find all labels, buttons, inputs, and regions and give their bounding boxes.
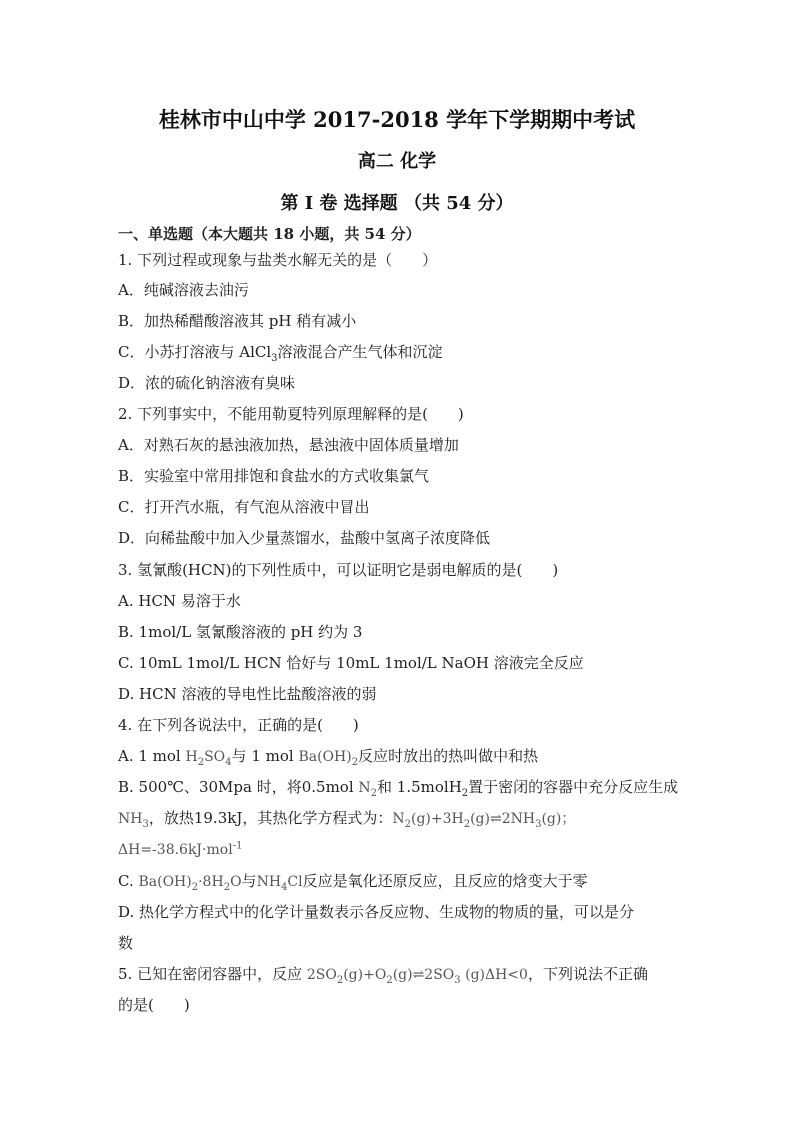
question-1-option-c (118, 342, 678, 362)
question-3-option-d: D. HCN 溶液的导电性比盐酸溶液的弱 (118, 685, 377, 703)
subscript: 4 (281, 881, 288, 893)
question-3-stem: 3. 氢氰酸(HCN)的下列性质中，可以证明它是弱电解质的是( ) (118, 561, 559, 579)
subscript: 2 (223, 881, 231, 893)
formula-part: SO (204, 749, 226, 765)
subscript: 2 (461, 788, 469, 799)
option-text: 置于密闭的容器中充分反应生成 (468, 778, 679, 796)
formula-part: (g)+3H (410, 811, 464, 827)
formula-part: NH (118, 811, 143, 827)
formula-part: Ba(OH) (298, 749, 352, 765)
subscript: 4 (225, 756, 232, 768)
question-2-stem: 2. 下列事实中，不能用勒夏特列原理解释的是( ) (118, 405, 464, 423)
option-text: A. 1 mol (118, 747, 186, 765)
formula-part: (g)⇌2SO (392, 967, 455, 983)
exam-subtitle: 高二 化学 (357, 151, 437, 172)
formula-part: ΔH=-38.6kJ·mol (118, 842, 233, 858)
formula-part: ·8H (198, 874, 224, 890)
question-1-option-b: B．加热稀醋酸溶液其 pH 稍有减小 (118, 312, 357, 330)
subscript: 2 (386, 974, 393, 986)
thermo-equation (392, 811, 576, 830)
question-2-option-b: B．实验室中常用排饱和食盐水的方式收集氯气 (118, 467, 430, 485)
formula-baoh2-8h2o (138, 874, 242, 893)
formula-nh4cl (256, 874, 303, 893)
formula-part: (g)⇌2NH (470, 811, 536, 827)
question-3-option-c: C. 10mL 1mol/L HCN 恰好与 10mL 1mol/L NaOH 溶液完全反应 (118, 654, 584, 672)
formula-part: Ba(OH) (138, 874, 192, 890)
formula-part: NH (256, 874, 282, 890)
formula-part: N (392, 811, 405, 827)
option-text: 和 1.5molH (377, 778, 462, 796)
subscript: 2 (197, 756, 205, 768)
question-1-stem: 1. 下列过程或现象与盐类水解无关的是（ ） (118, 251, 438, 269)
subscript: 2 (370, 787, 378, 799)
question-text: ，下列说法不正确 (527, 965, 648, 983)
option-text: ，放热19.3kJ，其热化学方程式为： (148, 809, 393, 827)
option-text: 溶液混合产生气体和沉淀 (277, 343, 443, 361)
subscript: 2 (404, 818, 411, 830)
formula-part: N (358, 780, 371, 796)
question-3-option-b: B. 1mol/L 氢氰酸溶液的 pH 约为 3 (118, 623, 363, 641)
option-text: 与 (241, 872, 257, 890)
formula-part: (g)+O (343, 967, 387, 983)
subscript: 3 (142, 818, 149, 830)
question-5-stem-line-1 (118, 964, 678, 985)
question-2-option-a: A．对熟石灰的悬浊液加热，悬浊液中固体质量增加 (118, 436, 459, 454)
question-1-option-d: D．浓的硫化钠溶液有臭味 (118, 374, 296, 392)
formula-part: (g)ΔH<0 (460, 967, 528, 983)
option-text: B. 500℃、30Mpa 时，将0.5mol (118, 778, 359, 796)
formula-part: H (185, 749, 198, 765)
exam-title: 桂林市中山中学 2017-2018 学年下学期期中考试 (158, 107, 636, 132)
question-4-option-b-line-3 (118, 840, 678, 860)
option-text: 与 1 mol (231, 747, 299, 765)
formula-h2so4 (185, 749, 232, 768)
section-heading: 一、单选题（本大题共 18 小题，共 54 分） (118, 225, 421, 243)
question-4-option-a (118, 746, 678, 767)
subscript: 2 (191, 881, 199, 893)
superscript: -1 (232, 840, 243, 852)
question-4-option-c (118, 871, 678, 892)
subscript: 2 (351, 756, 359, 768)
question-1-option-a: A．纯碱溶液去油污 (118, 281, 249, 299)
subscript: 2 (336, 974, 344, 986)
question-2-option-c: C．打开汽水瓶，有气泡从溶液中冒出 (118, 498, 370, 516)
question-3-option-a: A. HCN 易溶于水 (118, 592, 241, 610)
question-4-option-d-line-2: 数 (118, 934, 134, 952)
question-4-stem: 4. 在下列各说法中，正确的是( ) (118, 716, 359, 734)
subscript: 3 (271, 353, 278, 364)
option-text: 反应时放出的热叫做中和热 (358, 747, 539, 765)
formula-part: O (230, 874, 242, 890)
formula-nh3 (118, 811, 149, 830)
formula-part: (g)； (541, 811, 576, 827)
question-4-option-b-line-2 (118, 808, 678, 829)
subscript: 3 (535, 818, 542, 830)
option-text: C．小苏打溶液与 AlCl (118, 343, 272, 361)
formula-part: Cl (287, 874, 303, 890)
question-2-option-d: D．向稀盐酸中加入少量蒸馏水，盐酸中氢离子浓度降低 (118, 529, 491, 547)
subscript: 3 (454, 974, 461, 986)
formula-baoh2 (298, 749, 359, 768)
question-5-stem-line-2: 的是( ) (118, 996, 190, 1014)
question-text: 5. 已知在密闭容器中，反应 (118, 965, 307, 983)
subscript: 2 (463, 818, 471, 830)
part-title: 第 I 卷 选择题 （共 54 分） (280, 193, 514, 214)
formula-n2 (358, 780, 378, 799)
formula-part: 2SO (306, 967, 337, 983)
reaction-equation (306, 967, 528, 986)
question-4-option-b-line-1 (118, 777, 678, 798)
question-4-option-d-line-1: D. 热化学方程式中的化学计量数表示各反应物、生成物的物质的量，可以是分 (118, 903, 635, 921)
option-text: C. (118, 872, 139, 890)
option-text: 反应是氧化还原反应，且反应的焓变大于零 (302, 872, 588, 890)
